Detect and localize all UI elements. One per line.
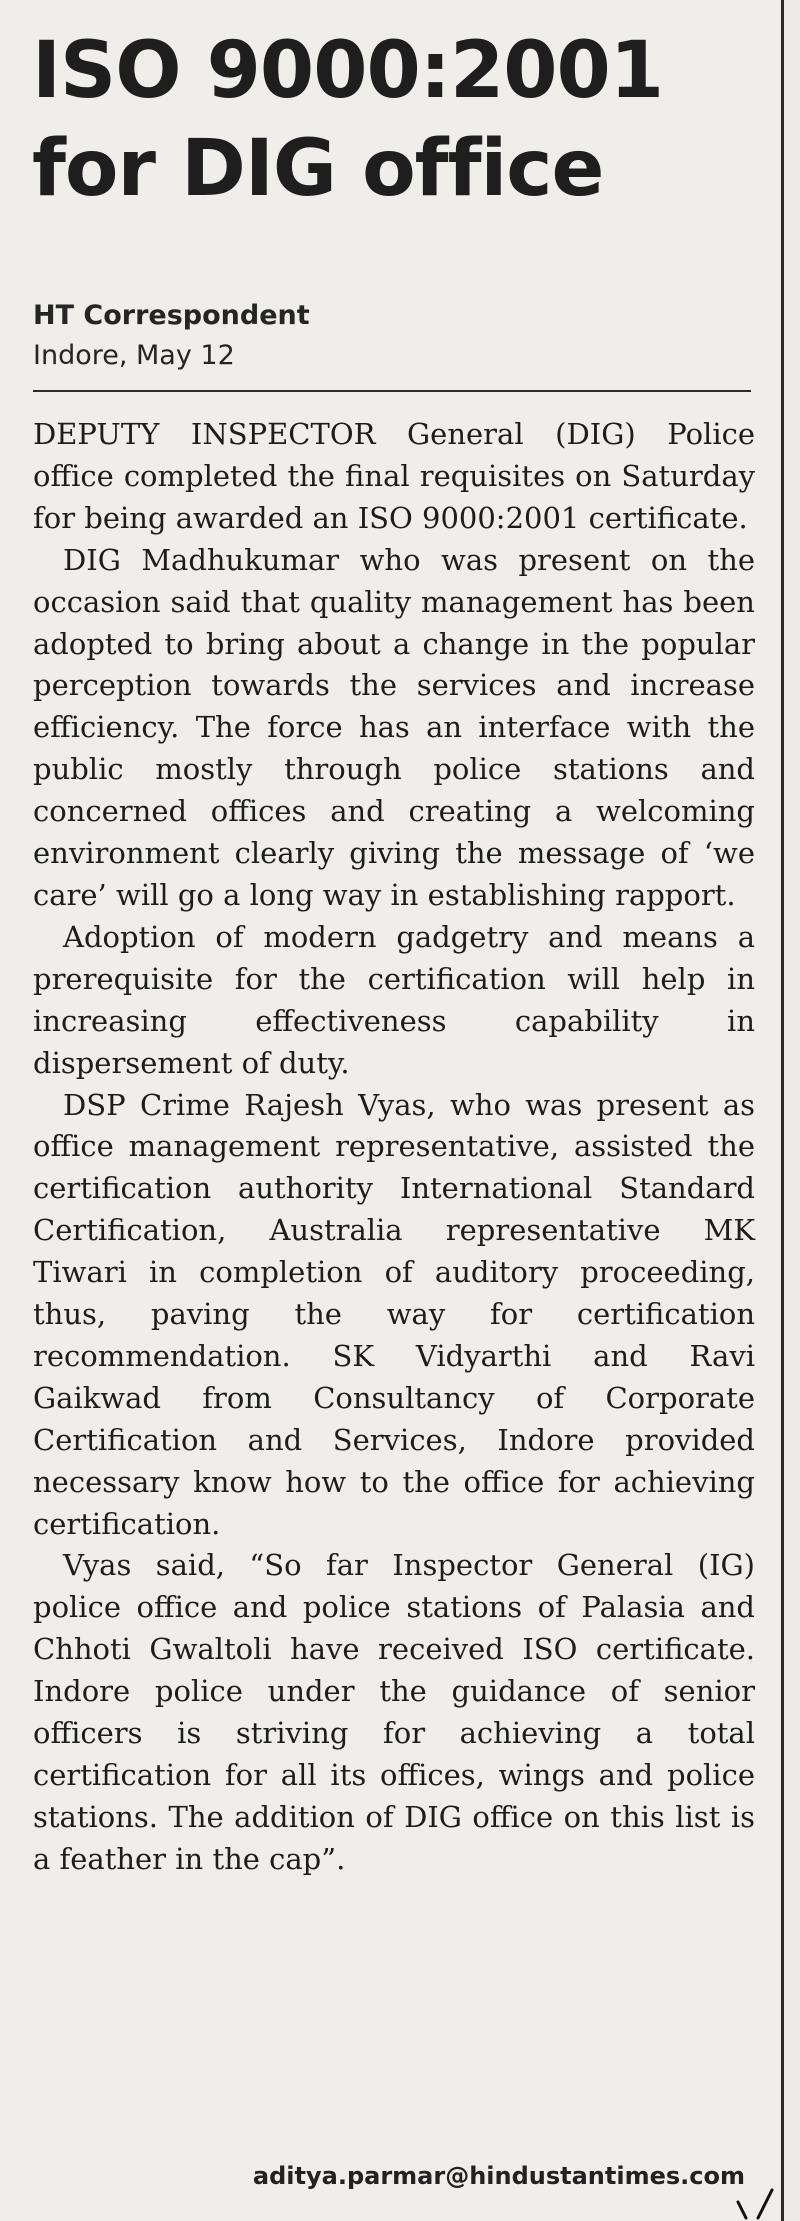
byline-dateline: Indore, May 12 [33,340,235,371]
byline [33,296,310,376]
article-paragraph-5: Vyas said, “So far Inspector General (IG) police office and police stations of Palasia and Chhoti Gwaltoli have received ISO certificate. Indore police under the guidance of senior officers is striving for achieving a total certification for all its offices, wings and police stations. The addition of DIG office on this list is a feather in the cap”. [33,1548,755,1876]
article-paragraph-1: DEPUTY INSPECTOR General (DIG) Police office completed the final requisites on Saturday for being awarded an ISO 9000:2001 certificate. [33,417,755,535]
article-paragraph-4: DSP Crime Rajesh Vyas, who was present as office management representative, assisted the certification authority International Standard Certification, Australia representative MK Tiwari in completion of auditory proceeding, thus, paving the way for certification recommendation. SK Vidyarthi and Ravi Gaikwad from Consultancy of Corporate Certification and Services, Indore provided necessary know how to the office for achieving certification. [33,1087,755,1541]
article-paragraph-2: DIG Madhukumar who was present on the occasion said that quality management has been adopted to bring about a change in the popular perception towards the services and increase efficiency. The force has an interface with the public mostly through police stations and concerned offices and creating a welcoming environment clearly giving the message of ‘we care’ will go a long way in establishing rapport. [33,542,755,912]
author-email: aditya.parmar@hindustantimes.com [252,2162,745,2190]
byline-author: HT Correspondent [33,300,310,331]
headline-line-2: for DIG office [32,124,604,214]
article-body [33,414,755,1881]
column-rule [781,0,784,2221]
pen-mark-icon [736,2188,776,2221]
headline [32,22,752,218]
article-paragraph-3: Adoption of modern gadgetry and means a prerequisite for the certification will help in increasing effectiveness capability in dispersement of duty. [33,919,755,1080]
headline-line-1: ISO 9000:2001 [32,26,664,116]
byline-divider [33,390,751,392]
